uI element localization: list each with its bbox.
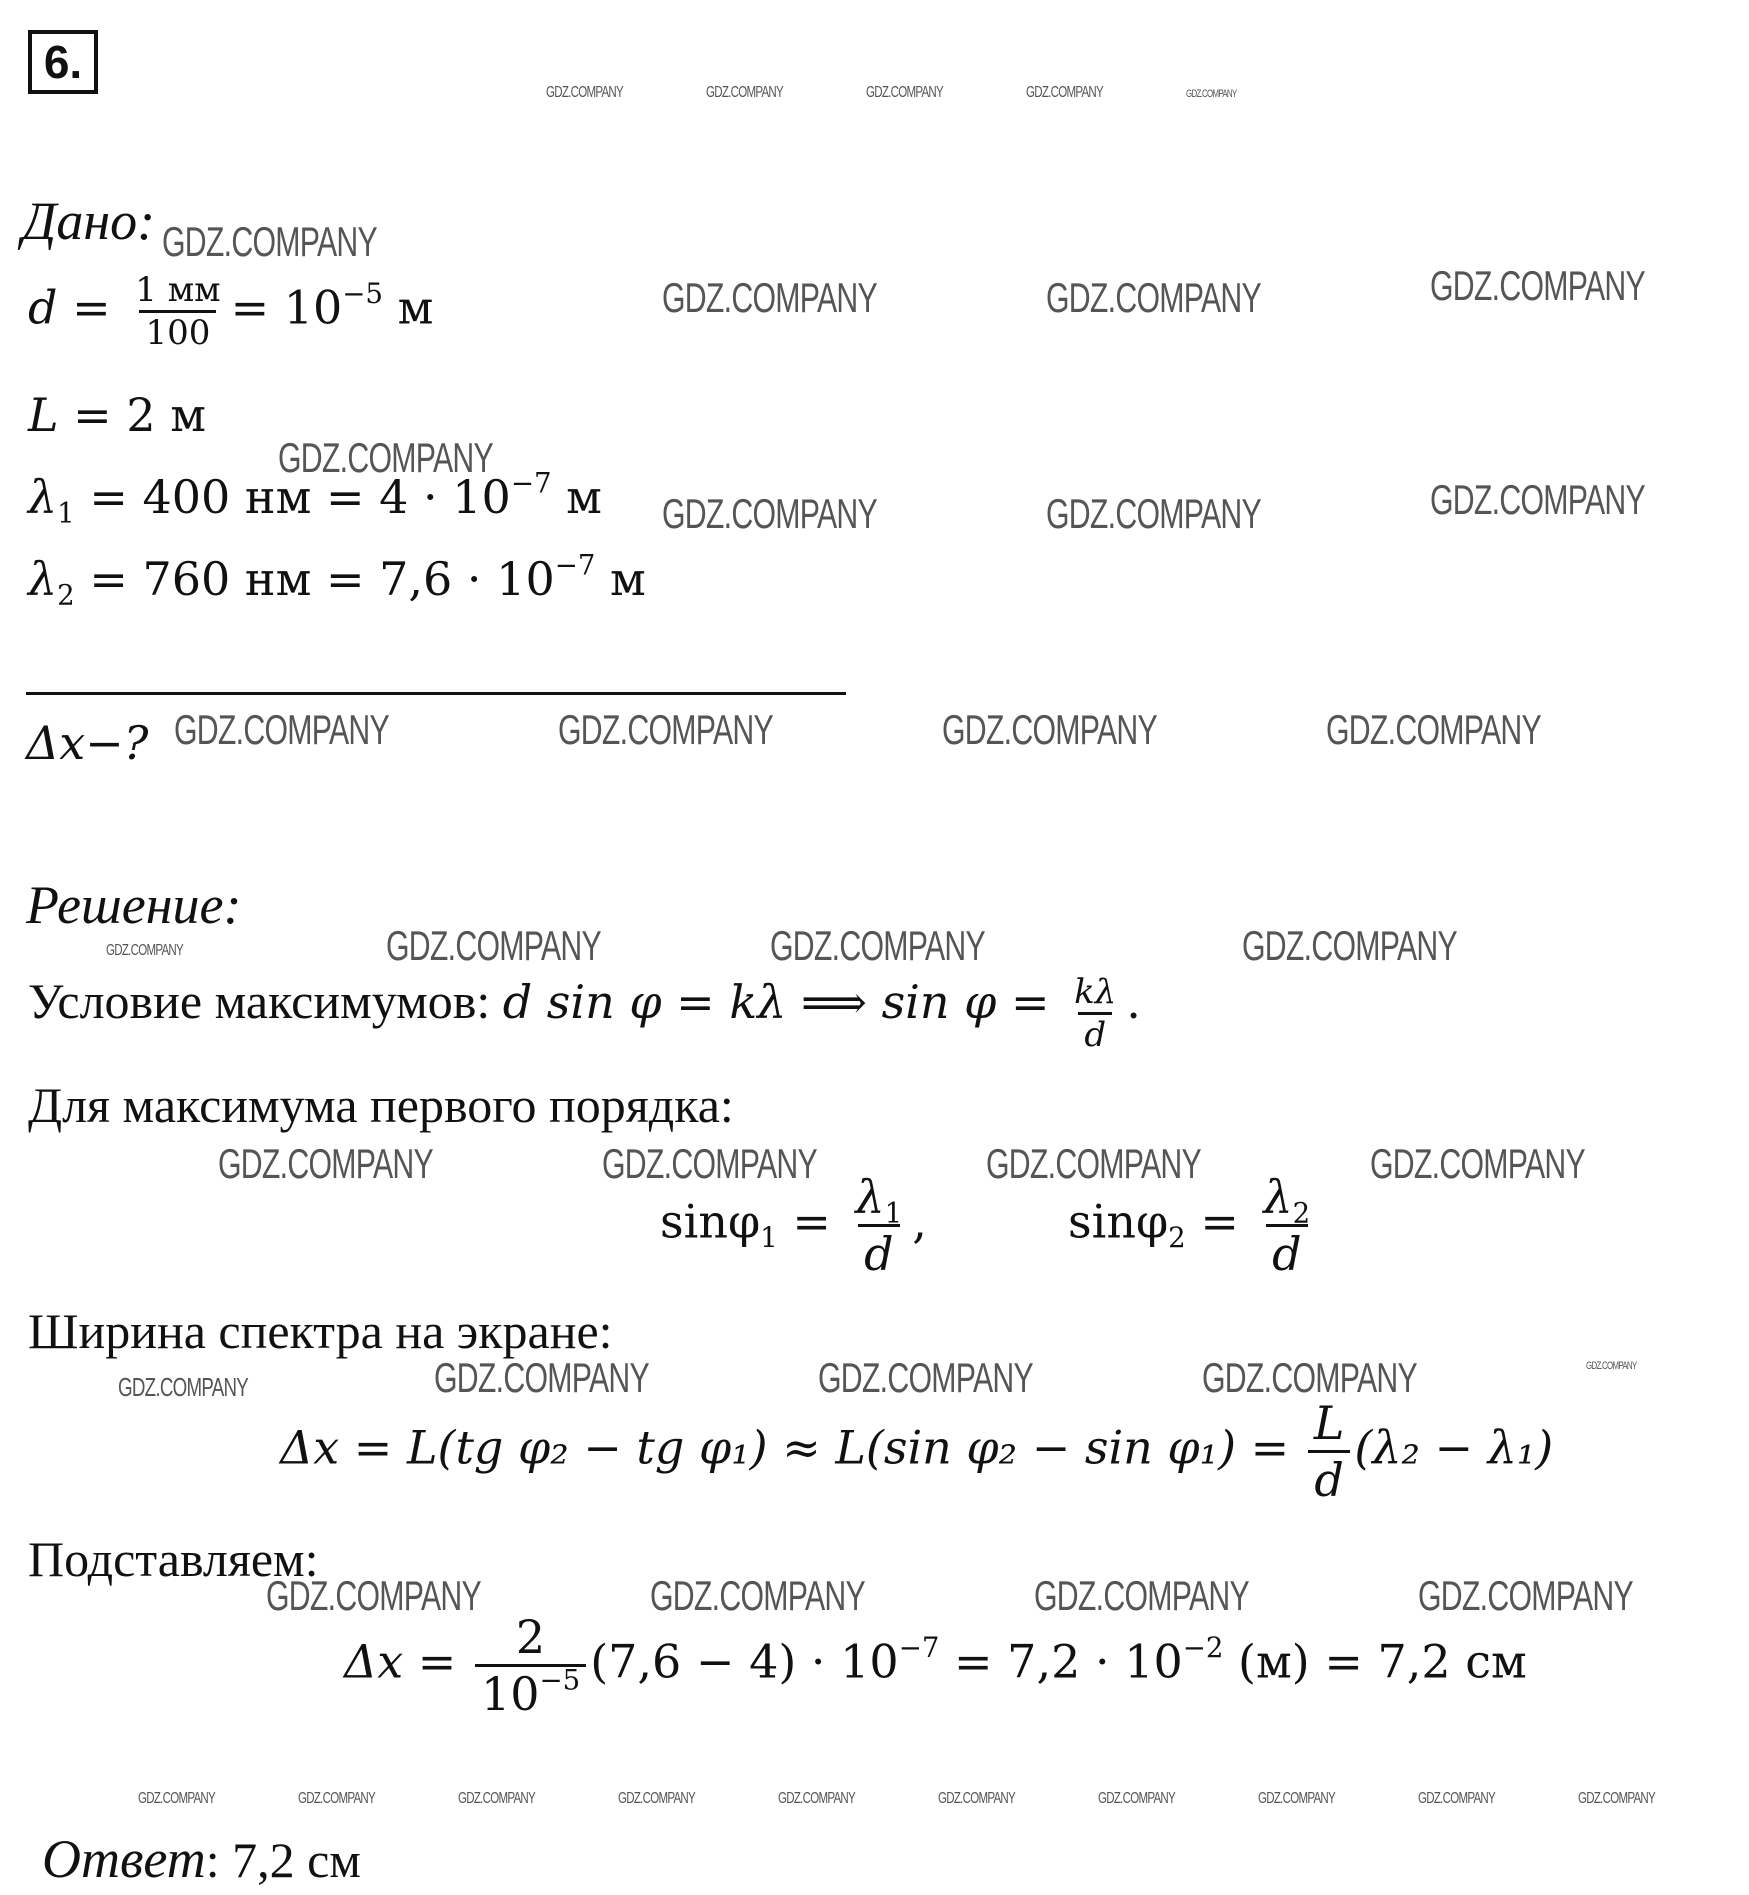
max-condition-line: Условие максимумов: d sin φ = kλ ⟹ sin φ = $\frac{k\lambda}{d}$ . [28,972,1141,1055]
find-quantity: Δx−? [26,716,149,770]
d-rhs: = 10 [230,280,343,335]
answer-label: Ответ [42,1829,206,1889]
width-fraction [1308,1396,1351,1507]
width-tail: (λ₂ − λ₁) [1354,1420,1554,1475]
watermark: GDZ.COMPANY [546,84,623,101]
d-unit: м [382,280,434,335]
watermark: GDZ.COMPANY [386,922,601,969]
calc-rest-a-exp: −7 [898,1630,940,1664]
max-fraction [1068,972,1122,1055]
d-fraction-num: 1 мм [135,270,221,310]
watermark: GDZ.COMPANY [618,1790,695,1807]
watermark: GDZ.COMPANY [1418,1790,1495,1807]
lambda2-sub: 2 [57,578,75,612]
watermark: GDZ.COMPANY [1046,274,1261,321]
d-exp: −5 [342,276,383,310]
width-text: Ширина спектра на экране: [28,1303,613,1359]
sin1-sub: 1 [760,1221,778,1255]
calc-frac-num: 2 [515,1610,546,1664]
calc-frac-den-exp: −5 [539,1663,581,1697]
given-divider [26,692,846,695]
sin1-num: λ [855,1170,885,1224]
lambda2-exp: −7 [554,548,596,582]
calc-rest-b: = 7,2 · 10 [939,1634,1183,1689]
watermark: GDZ.COMPANY [106,942,183,959]
sin2-num-sub: 2 [1292,1196,1311,1230]
calc-fraction [475,1610,586,1721]
watermark: GDZ.COMPANY [986,1140,1201,1187]
width-frac-den: d [1308,1450,1349,1507]
sin1-fraction [850,1170,909,1281]
lambda2-unit: м [595,552,646,606]
watermark: GDZ.COMPANY [1258,1790,1335,1807]
lambda1-unit: м [551,470,602,524]
var-L: L [28,388,59,442]
sin2-sub: 2 [1168,1221,1186,1255]
sin2-formula: sinφ$_2$ = $\frac{\lambda_2}{d}$ [1068,1170,1320,1281]
sin1-formula: sinφ$_1$ = $\frac{\lambda_1}{d}$ , [660,1170,927,1281]
given-lambda2 [28,548,646,612]
watermark: GDZ.COMPANY [942,706,1157,753]
calc-formula [344,1610,1527,1721]
watermark: GDZ.COMPANY [1430,476,1645,523]
watermark: GDZ.COMPANY [278,434,493,481]
solution-heading: Решение: [26,875,242,935]
answer-value: : 7,2 см [205,1832,361,1888]
problem-number: 6. [28,30,98,94]
max-condition-text: Условие максимумов: [28,973,503,1029]
sin2-fraction [1258,1170,1317,1281]
calc-rest-b-exp: −2 [1182,1630,1224,1664]
watermark: GDZ.COMPANY [778,1790,855,1807]
width-frac-num: L [1313,1396,1345,1450]
first-order-text: Для максимума первого порядка: [28,1077,734,1133]
watermark: GDZ.COMPANY [706,84,783,101]
d-fraction [129,270,226,353]
lambda1-sub: 1 [57,496,75,530]
given-heading: Дано: [22,191,156,251]
watermark: GDZ.COMPANY [1098,1790,1175,1807]
watermark: GDZ.COMPANY [938,1790,1015,1807]
var-lambda2: λ [28,552,58,606]
watermark: GDZ.COMPANY [118,1372,249,1402]
watermark: GDZ.COMPANY [218,1140,433,1187]
calc-rest-c: (м) = 7,2 см [1223,1634,1527,1689]
substitute-text: Подставляем: [28,1531,319,1587]
watermark: GDZ.COMPANY [266,1572,481,1619]
width-formula-main: Δx = L(tg φ₂ − tg φ₁) ≈ L(sin φ₂ − sin φ₁) = [280,1420,1304,1475]
calc-frac-den: 10 [480,1667,540,1721]
watermark: GDZ.COMPANY [1370,1140,1585,1187]
watermark: GDZ.COMPANY [662,490,877,537]
lambda2-value: = 760 нм = 7,6 · 10 [89,552,555,606]
watermark: GDZ.COMPANY [298,1790,375,1807]
watermark: GDZ.COMPANY [162,218,377,265]
sin1-den: d [858,1224,899,1281]
sin2-den: d [1266,1224,1307,1281]
var-d: d [28,280,58,335]
calc-rest-a: (7,6 − 4) · 10 [590,1634,899,1689]
watermark: GDZ.COMPANY [558,706,773,753]
watermark: GDZ.COMPANY [650,1572,865,1619]
watermark: GDZ.COMPANY [1034,1572,1249,1619]
answer-line [42,1828,361,1890]
watermark: GDZ.COMPANY [602,1140,817,1187]
max-condition-formula: d sin φ = kλ ⟹ sin φ = [502,975,1065,1029]
watermark: GDZ.COMPANY [434,1354,649,1401]
L-value: = 2 м [73,388,207,442]
watermark: GDZ.COMPANY [1186,88,1237,100]
d-fraction-den: 100 [139,310,216,353]
max-fraction-den: d [1078,1012,1112,1055]
sin1-lhs: sinφ [660,1194,761,1249]
watermark: GDZ.COMPANY [1046,490,1261,537]
watermark: GDZ.COMPANY [866,84,943,101]
sin2-num: λ [1263,1170,1293,1224]
lambda1-value: = 400 нм = 4 · 10 [89,470,511,524]
sin1-num-sub: 1 [884,1196,903,1230]
watermark: GDZ.COMPANY [818,1354,1033,1401]
watermark: GDZ.COMPANY [770,922,985,969]
given-L [28,388,206,442]
calc-lhs: Δx = [344,1634,471,1689]
watermark: GDZ.COMPANY [1326,706,1541,753]
lambda1-exp: −7 [510,466,552,500]
watermark: GDZ.COMPANY [174,706,389,753]
sin2-lhs: sinφ [1068,1194,1169,1249]
max-fraction-num: kλ [1074,972,1117,1012]
watermark: GDZ.COMPANY [1026,84,1103,101]
watermark: GDZ.COMPANY [1418,1572,1633,1619]
watermark: GDZ.COMPANY [662,274,877,321]
width-formula [280,1396,1553,1507]
watermark: GDZ.COMPANY [1586,1360,1637,1372]
given-d: d = $\frac{1 мм}{100}$ = $10^{-5}$ м [28,270,434,353]
watermark: GDZ.COMPANY [138,1790,215,1807]
watermark: GDZ.COMPANY [1242,922,1457,969]
var-lambda1: λ [28,470,58,524]
watermark: GDZ.COMPANY [458,1790,535,1807]
watermark: GDZ.COMPANY [1430,262,1645,309]
watermark: GDZ.COMPANY [1202,1354,1417,1401]
watermark: GDZ.COMPANY [1578,1790,1655,1807]
